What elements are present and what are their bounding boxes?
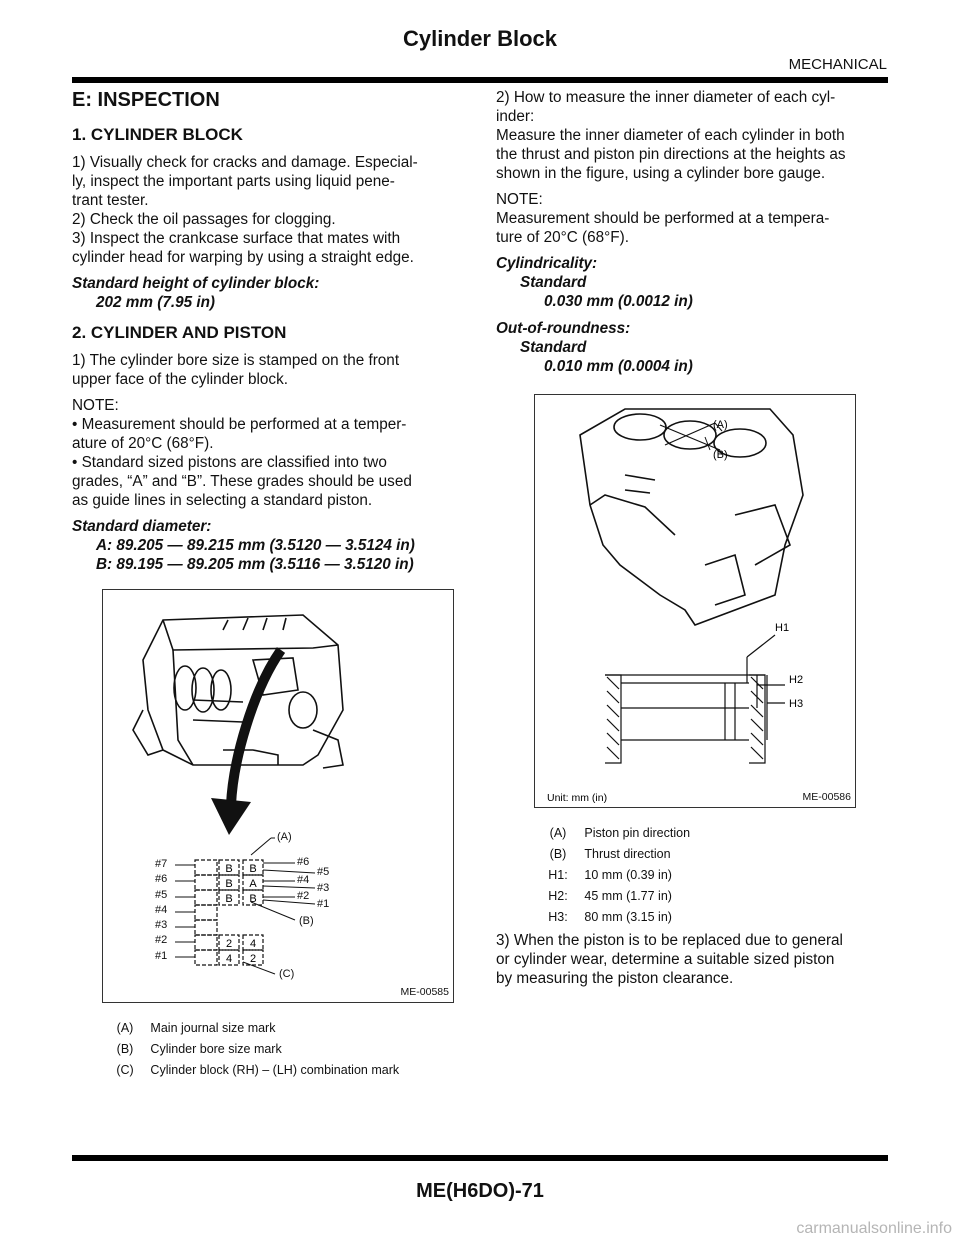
figure-code: ME-00586 [802,791,851,803]
note-bullet [72,415,464,453]
cyl-num: #4 [297,874,310,886]
page-title: Cylinder Block [402,26,558,51]
text-line: grades, “A” and “B”. These grades should be used [72,473,412,490]
section-heading: E: INSPECTION [72,89,220,111]
note-label: NOTE: [496,191,543,208]
note-label: NOTE: [72,397,119,414]
cyl-num: #2 [155,934,168,947]
label-h3: H3 [789,698,804,710]
text-line: 1) The cylinder bore size is stamped on the front [72,352,400,369]
subsection-cylinder-block: 1. CYLINDER BLOCK [72,125,243,144]
legend-key: (B) [116,1042,134,1056]
legend-row [542,823,690,844]
page-number: ME(H6DO)-71 [416,1180,544,1202]
text-line: trant tester. [72,192,149,209]
legend-row [110,1039,399,1060]
watermark: carmanualsonline.info [796,1220,952,1237]
cyl-num: #7 [155,858,168,870]
bore-gauge-drawing [535,395,855,807]
spec-standard-diameter [72,517,464,574]
legend-key: H2: [548,889,568,903]
section-tag: MECHANICAL [788,56,887,73]
mark-b: B [249,863,257,875]
legend-text: Cylinder bore size mark [150,1042,282,1056]
piston-replacement-step [496,931,888,988]
spec-value: 0.030 mm (0.0012 in) [544,293,693,310]
cyl-num: #1 [155,949,168,962]
cyl-num: #6 [155,873,168,886]
legend-text: 45 mm (1.77 in) [584,889,672,903]
spec-block-height [72,274,464,312]
text-line: or cylinder wear, determine a suitable sized piston [496,951,835,968]
text-line: Measurement should be performed at a tempera- [496,210,830,227]
legend-row [542,865,690,886]
left-cylinder-numbers [155,857,167,964]
cyl-num: #5 [317,866,330,878]
callout-a: (A) [277,831,292,843]
measure-step [496,88,888,183]
legend-text: Main journal size mark [150,1021,276,1035]
figure2-legend [542,823,690,928]
note-block [496,190,888,247]
cyl-num: #2 [297,890,310,902]
label-h1: H1 [775,622,790,634]
cyl-num: #1 [317,898,330,910]
legend-row [542,907,690,928]
spec-cylindricality [496,254,888,311]
text-line: • Measurement should be performed at a temper- [72,416,407,433]
text-line: by measuring the piston clearance. [496,970,734,987]
mark-2: 2 [249,953,257,965]
text-line: 1) Visually check for cracks and damage. Especial- [72,154,418,171]
spec-standard: Standard [520,339,587,356]
mark-4: 4 [225,953,233,965]
text-line: 3) When the piston is to be replaced due to general [496,932,843,949]
figure-code: ME-00585 [400,986,449,998]
spec-grade-a: A: 89.205 — 89.215 mm (3.5120 — 3.5124 in) [96,537,415,554]
legend-key: (B) [549,847,567,861]
bore-size-step [72,351,464,389]
text-line: shown in the figure, using a cylinder bore gauge. [496,165,826,182]
cyl-num: #4 [155,903,168,916]
figure-bore-measurement [534,394,856,808]
text-line: ture of 20°C (68°F). [496,229,629,246]
legend-row [110,1060,399,1081]
callout-c: (C) [279,968,295,980]
cyl-num: #3 [317,882,330,894]
note-bullet [72,453,464,510]
spec-label: Out-of-roundness: [496,320,631,337]
spec-label: Standard diameter: [72,518,212,535]
text-line: inder: [496,108,535,125]
spec-out-of-roundness [496,319,888,376]
mark-b: B [225,863,233,875]
text-line: 3) Inspect the crankcase surface that mates with [72,230,401,247]
callout-b: (B) [713,449,728,461]
text-line: ature of 20°C (68°F). [72,435,214,452]
mark-b: B [225,878,233,890]
legend-row [542,886,690,907]
legend-key: (A) [549,826,567,840]
text-line: • Standard sized pistons are classified into two [72,454,387,471]
unit-note: Unit: mm (in) [547,792,608,804]
callout-b: (B) [299,915,314,927]
text-line: 2) How to measure the inner diameter of each cyl- [496,89,836,106]
left-column [72,88,464,582]
text-line: ly, inspect the important parts using liquid pene- [72,173,395,190]
legend-key: H1: [548,868,568,882]
legend-row [110,1018,399,1039]
mark-b: B [249,893,257,905]
spec-value: 0.010 mm (0.0004 in) [544,358,693,375]
spec-grade-b: B: 89.195 — 89.205 mm (3.5116 — 3.5120 in) [96,556,414,573]
legend-text: 80 mm (3.15 in) [584,910,672,924]
spec-label: Cylindricality: [496,255,598,272]
cyl-num: #5 [155,888,168,901]
callout-a: (A) [713,419,728,431]
subsection-cylinder-piston: 2. CYLINDER AND PISTON [72,323,287,342]
text-line: upper face of the cylinder block. [72,371,288,388]
legend-text: Piston pin direction [584,826,691,840]
mark-2: 2 [225,938,233,950]
note-block [72,396,464,510]
legend-key: H3: [548,910,568,924]
footer-rule [72,1155,888,1161]
mark-b: B [225,893,233,905]
text-line: the thrust and piston pin directions at the heights as [496,146,846,163]
legend-key: (A) [116,1021,134,1035]
text-line: cylinder head for warping by using a straight edge. [72,249,414,266]
mark-a: A [249,878,257,890]
cylinder-block-steps [72,153,464,267]
figure1-legend [110,1018,399,1081]
label-h2: H2 [789,674,804,686]
text-line: Measure the inner diameter of each cylinder in both [496,127,845,144]
right-column [496,88,888,384]
legend-text: Thrust direction [584,847,671,861]
cyl-num: #6 [297,856,310,868]
mark-4: 4 [249,938,257,950]
figure-bore-size-marks [102,589,454,1003]
spec-value: 202 mm (7.95 in) [96,294,216,311]
header-rule [72,77,888,83]
legend-text: 10 mm (0.39 in) [584,868,672,882]
cyl-num: #3 [155,919,168,932]
legend-text: Cylinder block (RH) – (LH) combination mark [150,1063,400,1077]
legend-key: (C) [116,1063,134,1077]
spec-standard: Standard [520,274,587,291]
text-line: 2) Check the oil passages for clogging. [72,211,336,228]
text-line: as guide lines in selecting a standard piston. [72,492,373,509]
spec-label: Standard height of cylinder block: [72,275,320,292]
legend-row [542,844,690,865]
